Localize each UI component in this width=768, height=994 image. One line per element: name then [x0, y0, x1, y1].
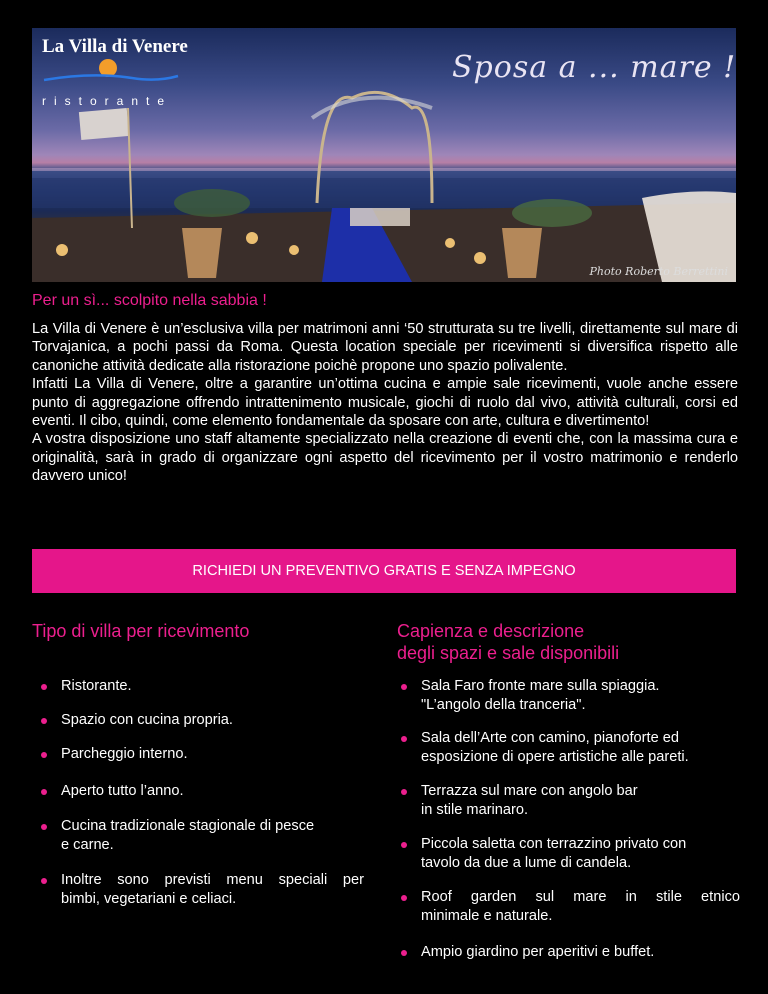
list-item — [32, 745, 362, 764]
headline: Per un sì... scolpito nella sabbia ! — [32, 292, 267, 309]
request-quote-button[interactable]: RICHIEDI UN PREVENTIVO GRATIS E SENZA IMPEGNO — [32, 549, 736, 593]
intro-paragraph: La Villa di Venere è un’esclusiva villa per matrimoni anni ‘50 strutturata su tre livelli, direttamente sul mare di Torvajanica, a pochi passi da Roma. Questa location speciale per ricevimenti si diversifica rispetto alle canoniche attività dedicate alla ristorazione poichè propone uno spazio polivalente. — [32, 321, 738, 374]
list-item-text: esposizione di opere artistiche alle pareti. — [421, 748, 689, 765]
list-item-text: Spazio con cucina propria. — [61, 712, 233, 728]
bullet-icon — [401, 895, 407, 901]
list-item — [32, 782, 362, 801]
right-column-title-line: degli spazi e sale disponibili — [397, 643, 620, 663]
right-column-title-line: Capienza e descrizione — [397, 621, 585, 641]
list-item — [32, 871, 364, 908]
bullet-icon — [401, 842, 407, 848]
bullet-icon — [401, 789, 407, 795]
bullet-icon — [41, 718, 47, 724]
list-item-text: bimbi, vegetariani e celiaci. — [61, 890, 237, 907]
basket-right — [502, 228, 542, 278]
list-item-text: tavolo da due a lume di candela. — [421, 854, 632, 871]
list-item-text: Parcheggio interno. — [61, 746, 188, 762]
list-item — [32, 711, 362, 730]
intro-paragraph: Infatti La Villa di Venere, oltre a garantire un’ottima cucina e ampie sale ricevimenti, vuole anche essere punto di aggregazione offrendo intrattenimento musicale, giochi di ruolo dal vivo, attività culturali, corsi ed eventi. Il cibo, quindi, come elemento fondamentale da sposare con arte, cultura e divertimento! — [32, 376, 738, 430]
list-item-text: Aperto tutto l’anno. — [61, 783, 184, 799]
bullet-icon — [41, 878, 47, 884]
bullet-icon — [41, 824, 47, 830]
list-item — [392, 729, 740, 766]
photo-credit: Photo Roberto Berrettini — [589, 265, 728, 278]
list-item-text: Inoltre sono previsti menu speciali per — [61, 872, 364, 888]
list-item-text: Ampio giardino per aperitivi e buffet. — [421, 944, 655, 960]
intro-paragraph: A vostra disposizione uno staff altamente specializzato nella creazione di eventi che, con la massima cura e originalità, sarà in grado di organizzare ogni aspetto del ricevimento per il vostro matrimonio e renderlo davvero unico! — [32, 431, 738, 485]
hero-slogan: Sposa a ... mare ! — [452, 50, 736, 85]
list-item-text: Terrazza sul mare con angolo bar — [421, 783, 638, 799]
hero-photo — [32, 28, 736, 282]
list-item-text: Sala Faro fronte mare sulla spiaggia. — [421, 678, 660, 694]
bullet-icon — [41, 789, 47, 795]
bullet-icon — [41, 752, 47, 758]
list-item-text: Cucina tradizionale stagionale di pesce — [61, 818, 315, 834]
bullet-icon — [41, 684, 47, 690]
list-item-text: Roof garden sul mare in stile etnico — [421, 889, 740, 905]
logo-wave-icon — [44, 75, 178, 80]
bullet-icon — [401, 684, 407, 690]
basket-left — [182, 228, 222, 278]
bullet-icon — [401, 736, 407, 742]
list-item-text: in stile marinaro. — [421, 801, 529, 818]
left-column-title — [32, 620, 249, 642]
list-item-text: e carne. — [61, 836, 114, 853]
list-item — [392, 835, 740, 872]
list-item — [392, 782, 740, 819]
intro-text — [32, 320, 738, 486]
list-item — [392, 888, 740, 925]
left-column-title-text: Tipo di villa per ricevimento — [32, 621, 250, 641]
right-column-title — [397, 620, 619, 664]
list-item-text: "L’angolo della tranceria". — [421, 696, 586, 713]
logo-subtitle: ristorante — [42, 94, 173, 108]
list-item — [32, 817, 372, 854]
bullet-icon — [401, 950, 407, 956]
list-item — [32, 677, 362, 696]
list-item — [392, 677, 740, 714]
list-item — [392, 943, 740, 962]
list-item-text: Piccola saletta con terrazzino privato con — [421, 836, 687, 852]
list-item-text: Ristorante. — [61, 678, 132, 694]
list-item-text: Sala dell’Arte con camino, pianoforte ed — [421, 730, 679, 746]
logo-title: La Villa di Venere — [42, 36, 188, 57]
list-item-text: minimale e naturale. — [421, 907, 553, 924]
